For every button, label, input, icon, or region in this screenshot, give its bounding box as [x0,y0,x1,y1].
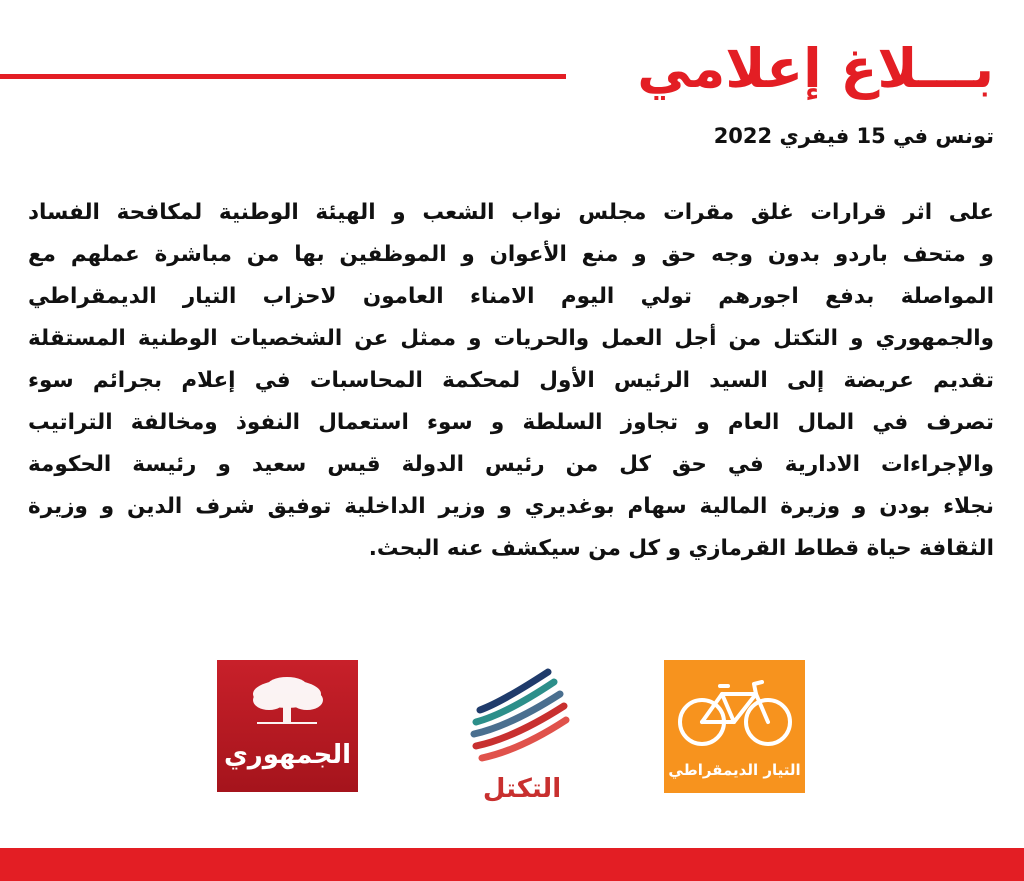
statement-line: نجلاء بودن و وزيرة المالية سهام بوغديري و وزير الداخلية توفيق شرف الدين و وزيرة [28,494,994,519]
joumhouri-logo [217,660,358,792]
footer-bar [0,848,1024,881]
takattol-logo [462,664,582,804]
page-title: بـــلاغ إعلامي [637,37,994,100]
statement-line: والإجراءات الادارية في حق كل من رئيس الدولة قيس سعيد و رئيسة الحكومة [28,452,994,477]
statement-line: تقديم عريضة إلى السيد الرئيس الأول لمحكمة المحاسبات في إعلام بجرائم سوء [28,368,994,393]
statement-body [28,192,994,570]
tayyar-logo [664,660,805,793]
statement-line: والجمهوري و التكتل من أجل العمل والحريات و ممثل عن الشخصيات الوطنية المستقلة [28,326,994,351]
statement-line: تصرف في المال العام و تجاوز السلطة و سوء استعمال النفوذ ومخالفة التراتيب [28,410,994,435]
stripes-icon [462,664,582,774]
header-rule [0,74,566,79]
statement-line: المواصلة بدفع اجورهم تولي اليوم الامناء العامون لاحزاب التيار الديمقراطي [28,284,994,309]
tayyar-wordmark: التيار الديمقراطي [668,761,801,779]
tree-icon [217,660,358,792]
statement-line: و متحف باردو بدون وجه حق و منع الأعوان و الموظفين بها من مباشرة عملهم مع [28,242,994,267]
takattol-wordmark: التكتل [482,774,562,804]
statement-line: على اثر قرارات غلق مقرات مجلس نواب الشعب و الهيئة الوطنية لمكافحة الفساد [28,200,994,225]
joumhouri-wordmark: الجمهوري [223,740,352,770]
statement-line: الثقافة حياة قطاط القرمازي و كل من سيكشف عنه البحث. [368,536,994,561]
dateline: تونس في 15 فيفري 2022 [713,124,994,148]
